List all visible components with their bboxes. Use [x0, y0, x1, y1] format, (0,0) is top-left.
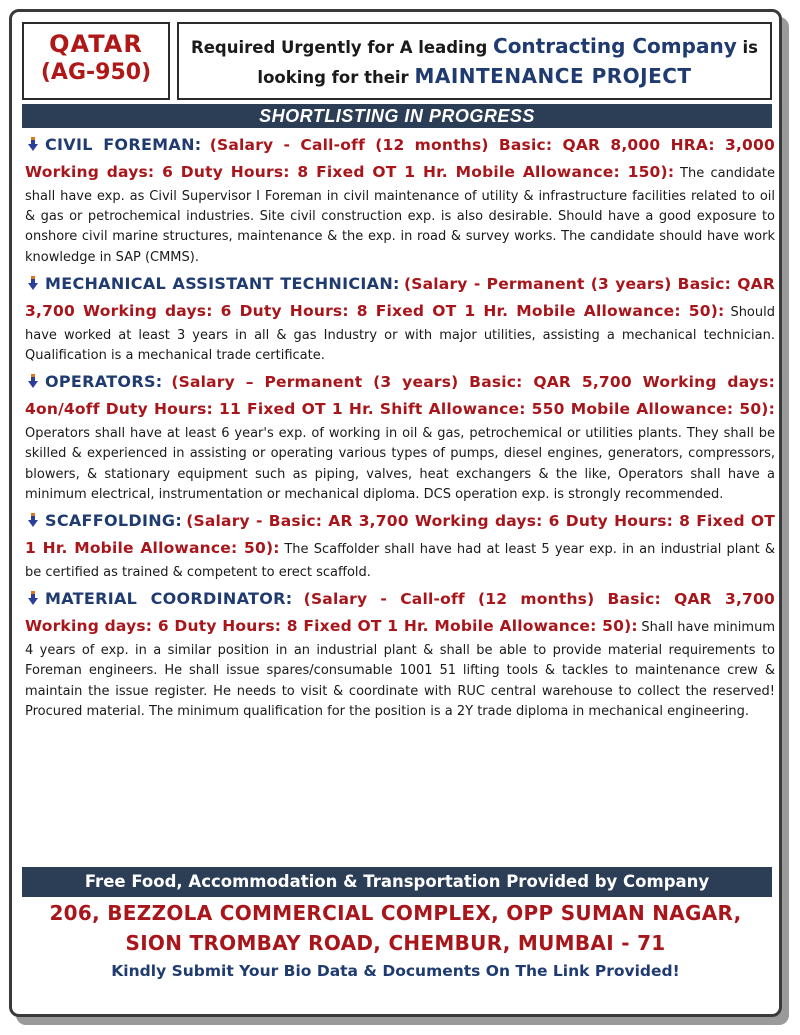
country-code-box: [22, 22, 170, 100]
headline-line-2: [179, 62, 770, 92]
job-terms: (Salary - Call-off (12 months) Basic: QAR 3,700 Working days: 6 Duty Hours: 8 Fixed OT 1 Hr. Mobile Allowance: 50):: [25, 590, 775, 636]
country-label: QATAR: [49, 30, 143, 58]
address-line-1: 206, BEZZOLA COMMERCIAL COMPLEX, OPP SUMAN NAGAR,: [49, 901, 742, 925]
headline-line2-prefix: looking for their: [257, 68, 415, 87]
job-item: [25, 271, 775, 365]
arrow-bullet-icon: [25, 590, 41, 606]
footer: [12, 867, 779, 1017]
headline-box: [177, 22, 772, 100]
job-list: [25, 132, 775, 725]
benefits-banner: Free Food, Accommodation & Transportation Provided by Company: [22, 867, 772, 897]
job-item: [25, 586, 775, 721]
header: [22, 22, 772, 100]
job-terms: (Salary - Call-off (12 months) Basic: QAR 8,000 HRA: 3,000 Working days: 6 Duty Hours: 8 Fixed OT 1 Hr. Mobile Allowance: 150):: [25, 136, 776, 181]
job-terms: (Salary - Permanent (3 years) Basic: QAR 3,700 Working days: 6 Duty Hours: 8 Fixed OT 1 Hr. Mobile Allowance: 50):: [25, 274, 775, 320]
address-line-2: SION TROMBAY ROAD, CHEMBUR, MUMBAI - 71: [125, 931, 666, 955]
job-item: [25, 369, 775, 504]
shortlisting-banner: SHORTLISTING IN PROGRESS: [22, 104, 772, 128]
job-item: [25, 132, 775, 267]
job-description: The candidate shall have exp. as Civil Supervisor I Foreman in civil maintenance of utility & infrastructure facilities related to oil & gas or petrochemical industries. Site civil construction exp. is also desirable. Should have a good exposure to onshore civil marine structures, maintenance & the exp. in road & survey works. The candidate should have work knowledge in SAP (CMMS).: [25, 166, 775, 265]
job-title: MATERIAL COORDINATOR:: [45, 589, 293, 609]
job-description: Should have worked at least 3 years in all & gas Industry or with major utilities, assisting a mechanical technician. Qualification is a mechanical trade certificate.: [25, 304, 775, 364]
job-advert-sheet: [9, 9, 782, 1017]
job-terms: (Salary - Basic: AR 3,700 Working days: 6 Duty Hours: 8 Fixed OT 1 Hr. Mobile Allowance: 50):: [25, 512, 776, 558]
arrow-bullet-icon: [25, 136, 41, 152]
project-name: MAINTENANCE PROJECT: [414, 64, 692, 88]
job-terms: (Salary – Permanent (3 years) Basic: QAR 5,700 Working days: 4on/4off Duty Hours: 11 Fixed OT 1 Hr. Shift Allowance: 550 Mobile Allowance: 50):: [25, 373, 776, 419]
arrow-bullet-icon: [25, 512, 41, 528]
arrow-bullet-icon: [25, 275, 41, 291]
reference-code: (AG-950): [40, 60, 152, 85]
headline-line-1: [179, 32, 770, 62]
job-title: SCAFFOLDING:: [45, 511, 183, 531]
job-description: Shall have minimum 4 years of exp. in a similar position in an industrial plant & shall be able to provide material requirements to Foreman engineers. He shall issue spares/consumable 1001 51 lifting tools & tackles to maintenance crew & maintain the issue register. He needs to visit & coordinate with RUC central warehouse to collect the reserved! Procured material. The minimum qualification for the position is a 2Y trade diploma in mechanical engineering.: [25, 620, 775, 719]
job-description: Operators shall have at least 6 year's exp. of working in oil & gas, petrochemical or utilities plants. They shall be skilled & experienced in assisting or operating various types of pumps, diesel engines, generators, compressors, blowers, & stationary equipment such as piping, valves, heat exchangers & the like, Operators shall have a minimum electrical, instrumentation or mechanical diploma. DCS operation exp. is strongly recommended.: [25, 426, 775, 502]
headline-suffix: is: [736, 38, 758, 57]
headline-prefix: Required Urgently for A leading: [191, 38, 494, 57]
job-title: OPERATORS:: [45, 372, 163, 392]
arrow-bullet-icon: [25, 373, 41, 389]
job-item: [25, 508, 775, 582]
job-description: The Scaffolder shall have had at least 5 year exp. in an industrial plant & be certified as trained & competent to erect scaffold.: [25, 542, 776, 581]
submit-note: Kindly Submit Your Bio Data & Documents On The Link Provided!: [111, 962, 680, 980]
job-title: MECHANICAL ASSISTANT TECHNICIAN:: [45, 273, 400, 293]
job-title: CIVIL FOREMAN:: [45, 135, 202, 154]
company-type: Contracting Company: [493, 34, 737, 58]
